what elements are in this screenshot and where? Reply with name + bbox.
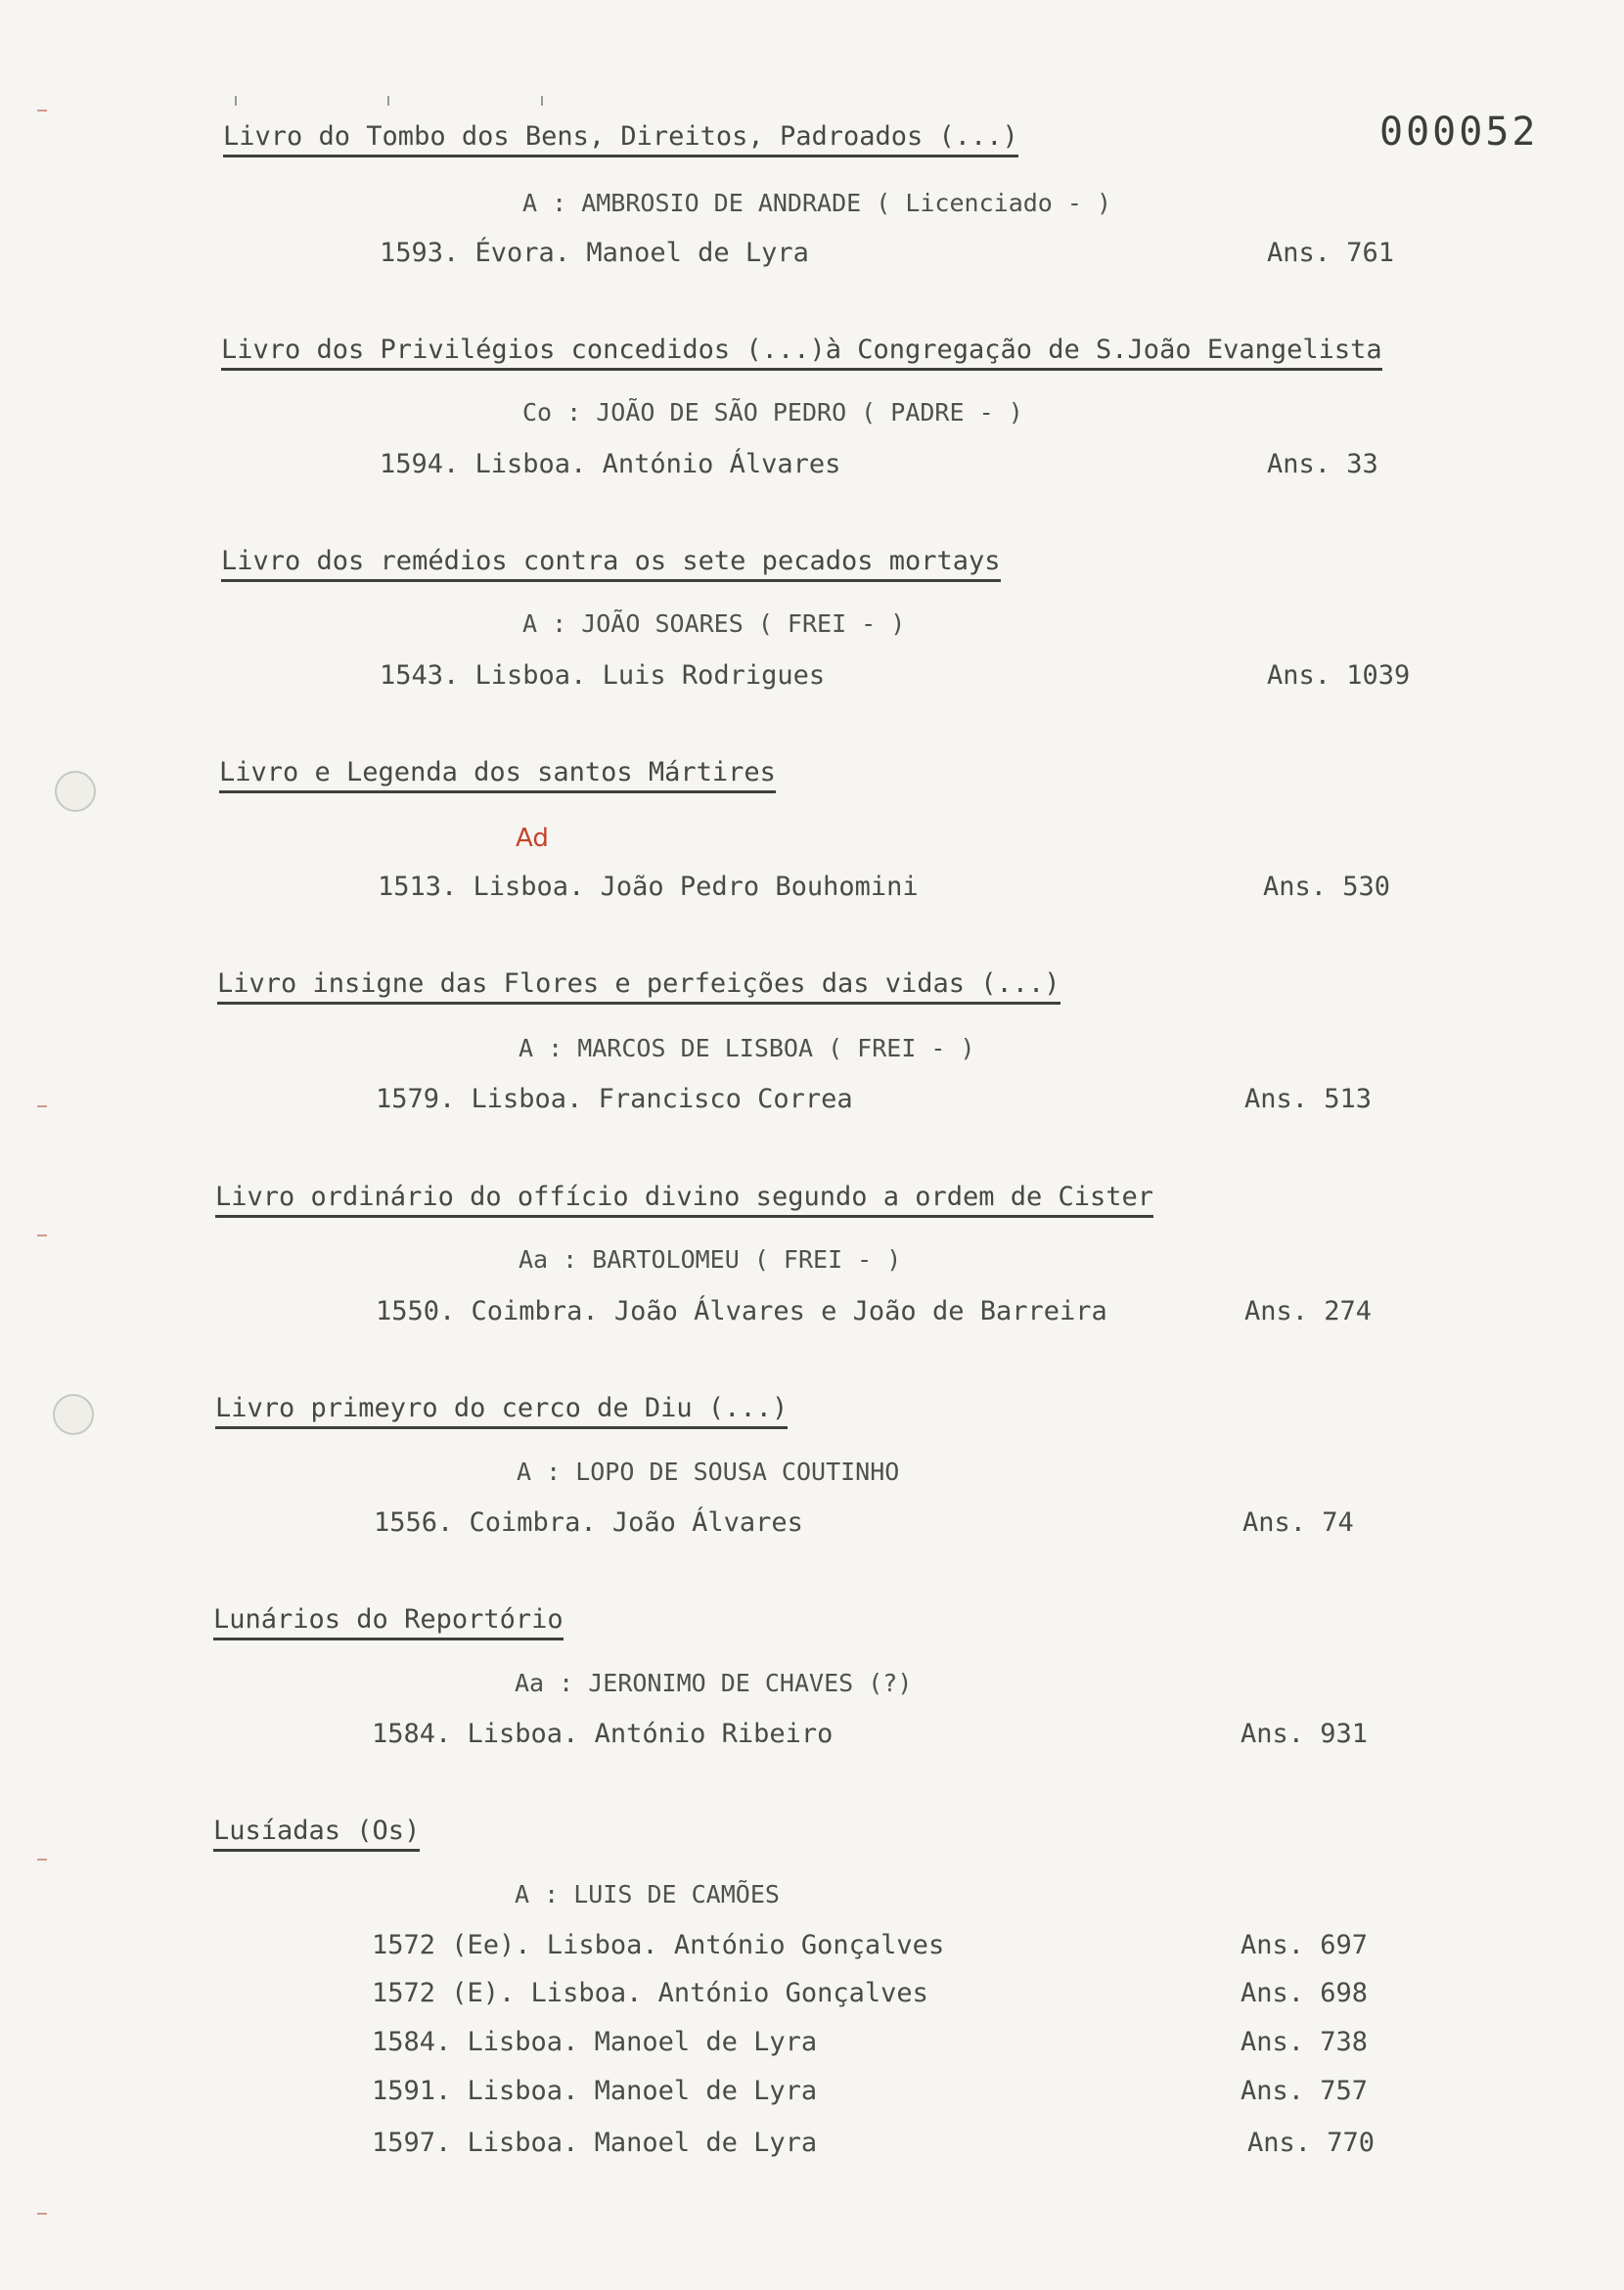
publication-row (0, 872, 1624, 905)
publication-row (0, 449, 1624, 482)
publication-imprint: 1591. Lisboa. Manoel de Lyra (372, 2076, 818, 2106)
entry-author: Co : JOÃO DE SÃO PEDRO ( PADRE - ) (522, 398, 1023, 427)
edge-mark (37, 1235, 47, 1236)
entry-title: Livro dos remédios contra os sete pecados mortays (221, 546, 1001, 582)
edge-mark (37, 110, 47, 112)
publication-imprint: 1543. Lisboa. Luis Rodrigues (380, 660, 826, 691)
punch-hole (53, 1394, 94, 1435)
publication-row (0, 238, 1624, 271)
ans-reference: Ans. 33 (1267, 449, 1378, 479)
entry-author: A : LOPO DE SOUSA COUTINHO (517, 1458, 900, 1486)
ans-reference: Ans. 74 (1242, 1507, 1354, 1538)
entry-title: Livro primeyro do cerco de Diu (...) (215, 1393, 788, 1429)
publication-imprint: 1579. Lisboa. Francisco Correa (376, 1084, 853, 1114)
publication-imprint: 1572 (E). Lisboa. António Gonçalves (372, 1978, 928, 2008)
ans-reference: Ans. 761 (1267, 238, 1395, 268)
ans-reference: Ans. 757 (1241, 2076, 1369, 2106)
entry-author: A : AMBROSIO DE ANDRADE ( Licenciado - ) (522, 189, 1112, 217)
ans-reference: Ans. 770 (1247, 2128, 1376, 2158)
entry-title: Livro insigne das Flores e perfeições das vidas (...) (217, 968, 1060, 1005)
margin-tick (387, 96, 389, 106)
publication-imprint: 1584. Lisboa. António Ribeiro (372, 1719, 834, 1749)
ans-reference: Ans. 1039 (1267, 660, 1411, 691)
entry-author: A : JOÃO SOARES ( FREI - ) (522, 609, 906, 638)
ans-reference: Ans. 530 (1263, 872, 1391, 902)
publication-imprint: 1556. Coimbra. João Álvares (374, 1507, 803, 1538)
publication-imprint: 1593. Évora. Manoel de Lyra (380, 238, 809, 268)
ans-reference: Ans. 698 (1241, 1978, 1369, 2008)
entry-title: Livro e Legenda dos santos Mártires (219, 757, 776, 793)
publication-row (0, 1507, 1624, 1541)
entry-title: Livro do Tombo dos Bens, Direitos, Padroados (...) (223, 121, 1018, 157)
ans-reference: Ans. 274 (1244, 1296, 1373, 1326)
margin-tick (541, 96, 543, 106)
ans-reference: Ans. 513 (1244, 1084, 1373, 1114)
entry-author: Aa : BARTOLOMEU ( FREI - ) (519, 1245, 902, 1274)
publication-row (0, 2128, 1624, 2161)
edge-mark (37, 1859, 47, 1861)
publication-row (0, 660, 1624, 694)
publication-row (0, 1296, 1624, 1329)
entry-title: Lusíadas (Os) (213, 1816, 420, 1852)
entry-author: A : LUIS DE CAMÕES (515, 1880, 780, 1908)
punch-hole (55, 771, 96, 812)
sheet-number: 000052 (1379, 110, 1539, 155)
publication-row (0, 1930, 1624, 1963)
entry-title: Livro ordinário do offício divino segundo a ordem de Cister (215, 1182, 1153, 1218)
publication-row (0, 2076, 1624, 2109)
publication-row (0, 1978, 1624, 2011)
publication-imprint: 1513. Lisboa. João Pedro Bouhomini (378, 872, 919, 902)
entry-author: Aa : JERONIMO DE CHAVES (?) (515, 1669, 913, 1697)
handwritten-annotation: Ad (516, 824, 549, 853)
ans-reference: Ans. 697 (1241, 1930, 1369, 1960)
publication-row (0, 1719, 1624, 1752)
ans-reference: Ans. 738 (1241, 2027, 1369, 2057)
publication-imprint: 1572 (Ee). Lisboa. António Gonçalves (372, 1930, 945, 1960)
edge-mark (37, 2213, 47, 2215)
entry-author: A : MARCOS DE LISBOA ( FREI - ) (519, 1034, 975, 1062)
publication-imprint: 1584. Lisboa. Manoel de Lyra (372, 2027, 818, 2057)
publication-row (0, 1084, 1624, 1117)
margin-tick (235, 96, 237, 106)
publication-imprint: 1594. Lisboa. António Álvares (380, 449, 841, 479)
publication-row (0, 2027, 1624, 2060)
entry-title: Livro dos Privilégios concedidos (...)à Congregação de S.João Evangelista (221, 335, 1382, 371)
ans-reference: Ans. 931 (1241, 1719, 1369, 1749)
publication-imprint: 1550. Coimbra. João Álvares e João de Barreira (376, 1296, 1107, 1326)
publication-imprint: 1597. Lisboa. Manoel de Lyra (372, 2128, 818, 2158)
entry-title: Lunários do Reportório (213, 1604, 564, 1640)
